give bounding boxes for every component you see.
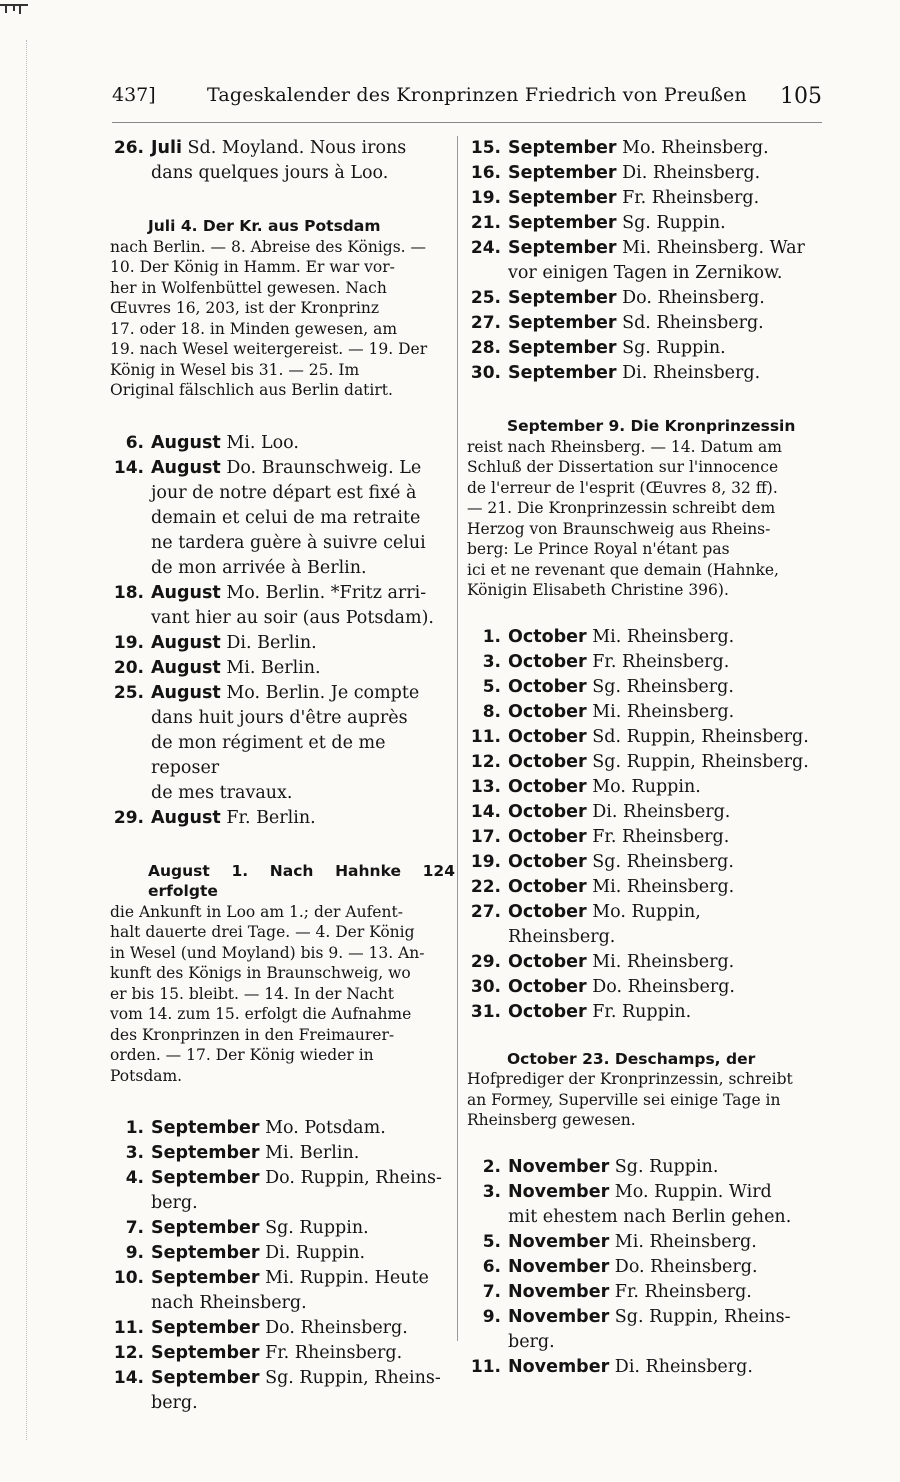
entry-text: Mi. Loo. xyxy=(226,432,299,453)
calendar-entry xyxy=(467,336,812,361)
entry-month: November xyxy=(508,1231,610,1252)
entry-day: 10. xyxy=(113,1268,144,1288)
entry-month: October xyxy=(508,676,587,697)
entry-continuation: dans quelques jours à Loo. xyxy=(151,163,389,183)
entry-day: 17. xyxy=(470,826,501,847)
entry-day: 14. xyxy=(470,801,501,822)
entry-text: Fr. Rheinsberg. xyxy=(592,651,730,672)
entry-text: Sg. Ruppin. xyxy=(614,1156,719,1177)
footnote-september xyxy=(467,416,812,601)
entry-text: Sd. Ruppin, Rheinsberg. xyxy=(592,726,809,747)
calendar-entry xyxy=(110,681,455,706)
entry-text: Mi. Berlin. xyxy=(265,1143,360,1163)
note-line: die Ankunft in Loo am 1.; der Aufent- xyxy=(110,902,403,921)
calendar-entry xyxy=(110,581,455,606)
entry-month: November xyxy=(508,1281,610,1302)
entry-text: Mo. Ruppin, Rheinsberg. xyxy=(508,901,701,947)
entry-continuation: ne tardera guère à suivre celui xyxy=(151,532,426,553)
calendar-entry xyxy=(467,975,812,1000)
entry-month: September xyxy=(151,1268,260,1288)
entry-month: August xyxy=(151,582,221,603)
calendar-entry xyxy=(467,1305,812,1330)
calendar-entry xyxy=(110,1141,455,1166)
october-entries xyxy=(467,625,812,1025)
entry-month: October xyxy=(508,776,587,797)
entry-day: 29. xyxy=(470,951,501,972)
entry-text: Sg. Rheinsberg. xyxy=(592,851,734,872)
note-line: September 9. Die Kronprinzessin xyxy=(507,417,796,435)
note-line: reist nach Rheinsberg. — 14. Datum am xyxy=(467,437,782,456)
note-line: nach Berlin. — 8. Abreise des Königs. — xyxy=(110,237,427,256)
entry-day: 9. xyxy=(482,1306,501,1327)
page-number: 105 xyxy=(780,84,822,109)
entry-day: 11. xyxy=(113,1318,144,1338)
entry-day: 14. xyxy=(113,457,144,478)
entry-continuation: nach Rheinsberg. xyxy=(151,1293,307,1313)
calendar-entry xyxy=(467,700,812,725)
column-divider xyxy=(457,136,458,1341)
entry-text: Fr. Rheinsberg. xyxy=(614,1281,752,1302)
section-number: 437] xyxy=(112,84,156,106)
calendar-entry xyxy=(467,900,812,950)
entry-month: Juli xyxy=(151,138,182,158)
entry-day: 7. xyxy=(482,1281,501,1302)
note-line: de l'erreur de l'esprit (Œuvres 8, 32 ff). xyxy=(467,478,778,497)
entry-day: 22. xyxy=(470,876,501,897)
entry-text: Do. Ruppin, Rheins- xyxy=(265,1168,442,1188)
entry-day: 4. xyxy=(125,1168,144,1188)
scan-corner-mark xyxy=(0,0,28,14)
entry-month: September xyxy=(508,238,617,258)
calendar-entry xyxy=(110,431,455,456)
entry-text: Di. Ruppin. xyxy=(265,1243,366,1263)
calendar-entry xyxy=(467,825,812,850)
entry-text: Sg. Ruppin, Rheins- xyxy=(265,1368,441,1388)
entry-month: October xyxy=(508,801,587,822)
note-line: — 21. Die Kronprinzessin schreibt dem xyxy=(467,499,776,517)
entry-month: September xyxy=(508,163,617,183)
entry-day: 9. xyxy=(125,1243,144,1263)
footnote-august xyxy=(110,861,455,1087)
calendar-entry xyxy=(467,1155,812,1180)
entry-text: Sg. Ruppin. xyxy=(622,213,726,233)
calendar-entry xyxy=(467,650,812,675)
calendar-entry xyxy=(467,725,812,750)
entry-month: October xyxy=(508,951,587,972)
note-line: ici et ne revenant que demain (Hahnke, xyxy=(467,560,779,579)
entry-day: 1. xyxy=(125,1118,144,1138)
calendar-entry xyxy=(467,850,812,875)
entry-text: Do. Rheinsberg. xyxy=(622,288,765,308)
entry-continuation: berg. xyxy=(151,1393,198,1413)
entry-month: November xyxy=(508,1356,610,1377)
calendar-entry xyxy=(110,806,455,831)
entry-month: October xyxy=(508,851,587,872)
entry-text: Do. Rheinsberg. xyxy=(592,976,735,997)
calendar-entry xyxy=(110,1216,455,1241)
entry-text: Sg. Rheinsberg. xyxy=(592,676,734,697)
note-line: 17. oder 18. in Minden gewesen, am xyxy=(110,319,398,338)
note-line: August 1. Nach Hahnke 124 erfolgte xyxy=(148,861,455,900)
entry-day: 5. xyxy=(482,676,501,697)
note-line: er bis 15. bleibt. — 14. In der Nacht xyxy=(110,984,395,1003)
entry-text: Mi. Rheinsberg. xyxy=(592,701,735,722)
entry-text: Di. Berlin. xyxy=(226,632,317,653)
entry-month: September xyxy=(151,1118,260,1138)
entry-month: August xyxy=(151,632,221,653)
entry-month: October xyxy=(508,876,587,897)
note-line: des Kronprinzen in den Freimaurer- xyxy=(110,1025,395,1044)
entry-text: Fr. Ruppin. xyxy=(592,1001,692,1022)
note-line: kunft des Königs in Braunschweig, wo xyxy=(110,964,411,982)
footnote-juli xyxy=(110,216,455,237)
entry-month: August xyxy=(151,432,221,453)
entry-day: 6. xyxy=(125,432,144,453)
entry-day: 6. xyxy=(482,1256,501,1277)
entry-month: September xyxy=(508,338,617,358)
entry-text: Mi. Berlin. xyxy=(226,657,321,678)
entry-text: Sg. Ruppin. xyxy=(265,1218,369,1238)
calendar-entry xyxy=(467,675,812,700)
entry-day: 3. xyxy=(482,1181,501,1202)
entry-month: September xyxy=(151,1168,260,1188)
entry-day: 19. xyxy=(470,188,501,208)
entry-month: November xyxy=(508,1156,610,1177)
entry-day: 12. xyxy=(113,1343,144,1363)
entry-month: September xyxy=(151,1143,260,1163)
september-entries-right xyxy=(467,136,812,386)
note-line: orden. — 17. Der König wieder in xyxy=(110,1046,374,1064)
november-entries xyxy=(467,1155,812,1380)
footnote-juli-body xyxy=(110,237,455,401)
header-rule xyxy=(112,122,822,123)
calendar-entry xyxy=(110,1316,455,1341)
calendar-entry xyxy=(467,361,812,386)
entry-day: 27. xyxy=(470,901,501,922)
calendar-entry xyxy=(467,1180,812,1205)
entry-month: November xyxy=(508,1306,610,1327)
entry-continuation: de mon régiment et de me reposer xyxy=(151,732,386,778)
entry-day: 26. xyxy=(113,138,144,158)
entry-text: Mi. Rheinsberg. xyxy=(592,876,735,897)
entry-text: Mo. Ruppin. xyxy=(592,776,701,797)
entry-text: Mo. Potsdam. xyxy=(265,1118,386,1138)
calendar-entry xyxy=(110,631,455,656)
entry-month: August xyxy=(151,682,221,703)
header-title: Tageskalender des Kronprinzen Friedrich von Preußen xyxy=(207,84,747,106)
calendar-entry xyxy=(110,1266,455,1291)
entry-day: 16. xyxy=(470,163,501,183)
note-line: Rheinsberg gewesen. xyxy=(467,1111,636,1129)
footnote-october xyxy=(467,1049,812,1131)
entry-month: October xyxy=(508,651,587,672)
left-column xyxy=(110,136,455,1416)
note-line: Original fälschlich aus Berlin datirt. xyxy=(110,381,393,399)
entry-text: Sg. Ruppin, Rheins- xyxy=(614,1306,791,1327)
note-line: Juli 4. Der Kr. aus Potsdam xyxy=(148,217,381,235)
note-line: berg: Le Prince Royal n'étant pas xyxy=(467,540,730,558)
calendar-entry xyxy=(467,311,812,336)
entry-continuation: vant hier au soir (aus Potsdam). xyxy=(151,607,434,628)
entry-day: 3. xyxy=(482,651,501,672)
calendar-entry xyxy=(467,1355,812,1380)
entry-month: October xyxy=(508,626,587,647)
calendar-entry xyxy=(110,1116,455,1141)
entry-text: Mo. Ruppin. Wird xyxy=(614,1181,772,1202)
calendar-entry xyxy=(467,1255,812,1280)
calendar-entry xyxy=(467,750,812,775)
calendar-entry xyxy=(110,1366,455,1391)
entry-day: 19. xyxy=(113,632,144,653)
entry-day: 2. xyxy=(482,1156,501,1177)
entry-month: November xyxy=(508,1256,610,1277)
entry-text: Sg. Ruppin, Rheinsberg. xyxy=(592,751,809,772)
note-line: Schluß der Dissertation sur l'innocence xyxy=(467,458,779,476)
entry-month: September xyxy=(151,1318,260,1338)
entry-continuation: berg. xyxy=(508,1331,555,1352)
calendar-entry xyxy=(110,1241,455,1266)
calendar-entry xyxy=(467,775,812,800)
entry-text: Sd. Moyland. Nous irons xyxy=(187,138,407,158)
note-line: König in Wesel bis 31. — 25. Im xyxy=(110,360,360,379)
entry-text: Mo. Berlin. Je compte xyxy=(226,682,420,703)
entry-month: August xyxy=(151,457,221,478)
entry-continuation: dans huit jours d'être auprès xyxy=(151,707,408,728)
entry-day: 25. xyxy=(470,288,501,308)
entry-month: September xyxy=(151,1243,260,1263)
calendar-entry xyxy=(110,456,455,481)
entry-text: Mi. Rheinsberg. xyxy=(592,951,735,972)
entry-month: September xyxy=(508,138,617,158)
entry-month: October xyxy=(508,751,587,772)
entry-month: October xyxy=(508,726,587,747)
entry-day: 20. xyxy=(113,657,144,678)
entry-text: Fr. Berlin. xyxy=(226,807,316,828)
entry-text: Di. Rheinsberg. xyxy=(622,363,761,383)
calendar-entry xyxy=(467,211,812,236)
entry-text: Sg. Ruppin. xyxy=(622,338,726,358)
calendar-entry xyxy=(467,236,812,261)
august-entries xyxy=(110,431,455,831)
entry-text: Do. Braunschweig. Le xyxy=(226,457,422,478)
entry-month: October xyxy=(508,976,587,997)
note-line: in Wesel (und Moyland) bis 9. — 13. An- xyxy=(110,943,425,962)
entry-continuation: demain et celui de ma retraite xyxy=(151,507,421,528)
calendar-entry xyxy=(110,1341,455,1366)
calendar-entry xyxy=(467,1280,812,1305)
entry-month: October xyxy=(508,1001,587,1022)
entry-text: Fr. Rheinsberg. xyxy=(265,1343,403,1363)
entry-month: October xyxy=(508,701,587,722)
entry-text: Mi. Rheinsberg. xyxy=(592,626,735,647)
note-line: an Formey, Superville sei einige Tage in xyxy=(467,1090,781,1109)
note-line: Œuvres 16, 203, ist der Kronprinz xyxy=(110,299,380,317)
entry-day: 24. xyxy=(470,238,501,258)
note-line: Königin Elisabeth Christine 396). xyxy=(467,581,729,599)
calendar-entry xyxy=(467,875,812,900)
calendar-entry xyxy=(467,161,812,186)
entry-month: September xyxy=(508,213,617,233)
note-line: Potsdam. xyxy=(110,1066,183,1085)
entry-day: 5. xyxy=(482,1231,501,1252)
note-line: halt dauerte drei Tage. — 4. Der König xyxy=(110,923,415,941)
entry-day: 27. xyxy=(470,313,501,333)
note-line: Herzog von Braunschweig aus Rheins- xyxy=(467,519,771,538)
entry-day: 15. xyxy=(470,138,501,158)
entry-text: Do. Rheinsberg. xyxy=(265,1318,408,1338)
entry-day: 8. xyxy=(482,701,501,722)
entry-day: 18. xyxy=(113,582,144,603)
entry-continuation: jour de notre départ est fixé à xyxy=(151,482,417,503)
calendar-entry xyxy=(467,950,812,975)
entry-text: Fr. Rheinsberg. xyxy=(622,188,760,208)
calendar-entry xyxy=(467,286,812,311)
entry-day: 21. xyxy=(470,213,501,233)
entry-text: Mo. Berlin. *Fritz arri- xyxy=(226,582,427,603)
entry-month: September xyxy=(151,1218,260,1238)
entry-month: September xyxy=(508,288,617,308)
entry-text: Do. Rheinsberg. xyxy=(614,1256,758,1277)
entry-day: 14. xyxy=(113,1368,144,1388)
running-header xyxy=(112,84,822,116)
entry-text: Sd. Rheinsberg. xyxy=(622,313,764,333)
entry-day: 29. xyxy=(113,807,144,828)
entry-continuation: berg. xyxy=(151,1193,198,1213)
calendar-entry xyxy=(467,1000,812,1025)
entry-day: 13. xyxy=(470,776,501,797)
entry-day: 7. xyxy=(125,1218,144,1238)
entry-text: Fr. Rheinsberg. xyxy=(592,826,730,847)
calendar-entry xyxy=(110,656,455,681)
entry-text: Di. Rheinsberg. xyxy=(614,1356,753,1377)
calendar-entry xyxy=(110,1166,455,1191)
note-line: October 23. Deschamps, der xyxy=(507,1049,756,1068)
entry-day: 31. xyxy=(470,1001,501,1022)
entry-month: October xyxy=(508,901,587,922)
entry-month: August xyxy=(151,807,221,828)
entry-continuation: mit ehestem nach Berlin gehen. xyxy=(508,1206,792,1227)
entry-day: 30. xyxy=(470,976,501,997)
calendar-entry xyxy=(467,800,812,825)
entry-month: August xyxy=(151,657,221,678)
entry-day: 3. xyxy=(125,1143,144,1163)
note-line: Hofprediger der Kronprinzessin, schreibt xyxy=(467,1070,793,1088)
entry-text: Mi. Ruppin. Heute xyxy=(265,1268,429,1288)
entry-continuation: vor einigen Tagen in Zernikow. xyxy=(508,263,783,283)
right-column xyxy=(467,136,812,1380)
note-line: vom 14. zum 15. erfolgt die Aufnahme xyxy=(110,1005,412,1023)
entry-month: September xyxy=(508,313,617,333)
entry-month: September xyxy=(151,1368,260,1388)
entry-month: September xyxy=(508,363,617,383)
calendar-entry xyxy=(110,136,455,161)
entry-month: October xyxy=(508,826,587,847)
entry-day: 25. xyxy=(113,682,144,703)
entry-month: September xyxy=(151,1343,260,1363)
september-entries-left xyxy=(110,1116,455,1416)
entry-text: Mo. Rheinsberg. xyxy=(622,138,769,158)
calendar-entry xyxy=(467,186,812,211)
entry-text: Di. Rheinsberg. xyxy=(622,163,761,183)
calendar-entry xyxy=(467,1230,812,1255)
entry-text: Di. Rheinsberg. xyxy=(592,801,731,822)
entry-month: September xyxy=(508,188,617,208)
entry-text: Mi. Rheinsberg. War xyxy=(622,238,805,258)
entry-continuation: de mes travaux. xyxy=(151,782,293,803)
entry-day: 12. xyxy=(470,751,501,772)
note-line: her in Wolfenbüttel gewesen. Nach xyxy=(110,278,387,297)
entry-day: 19. xyxy=(470,851,501,872)
entry-day: 11. xyxy=(470,726,501,747)
entry-day: 28. xyxy=(470,338,501,358)
entry-day: 30. xyxy=(470,363,501,383)
calendar-entry xyxy=(467,136,812,161)
entry-month: November xyxy=(508,1181,610,1202)
note-line: 10. Der König in Hamm. Er war vor- xyxy=(110,258,395,276)
entry-day: 1. xyxy=(482,626,501,647)
entry-day: 11. xyxy=(470,1356,501,1377)
entry-text: Mi. Rheinsberg. xyxy=(614,1231,757,1252)
entry-continuation: de mon arrivée à Berlin. xyxy=(151,557,367,578)
scan-edge-line xyxy=(26,40,27,1440)
note-line: 19. nach Wesel weitergereist. — 19. Der xyxy=(110,340,428,358)
calendar-entry xyxy=(467,625,812,650)
